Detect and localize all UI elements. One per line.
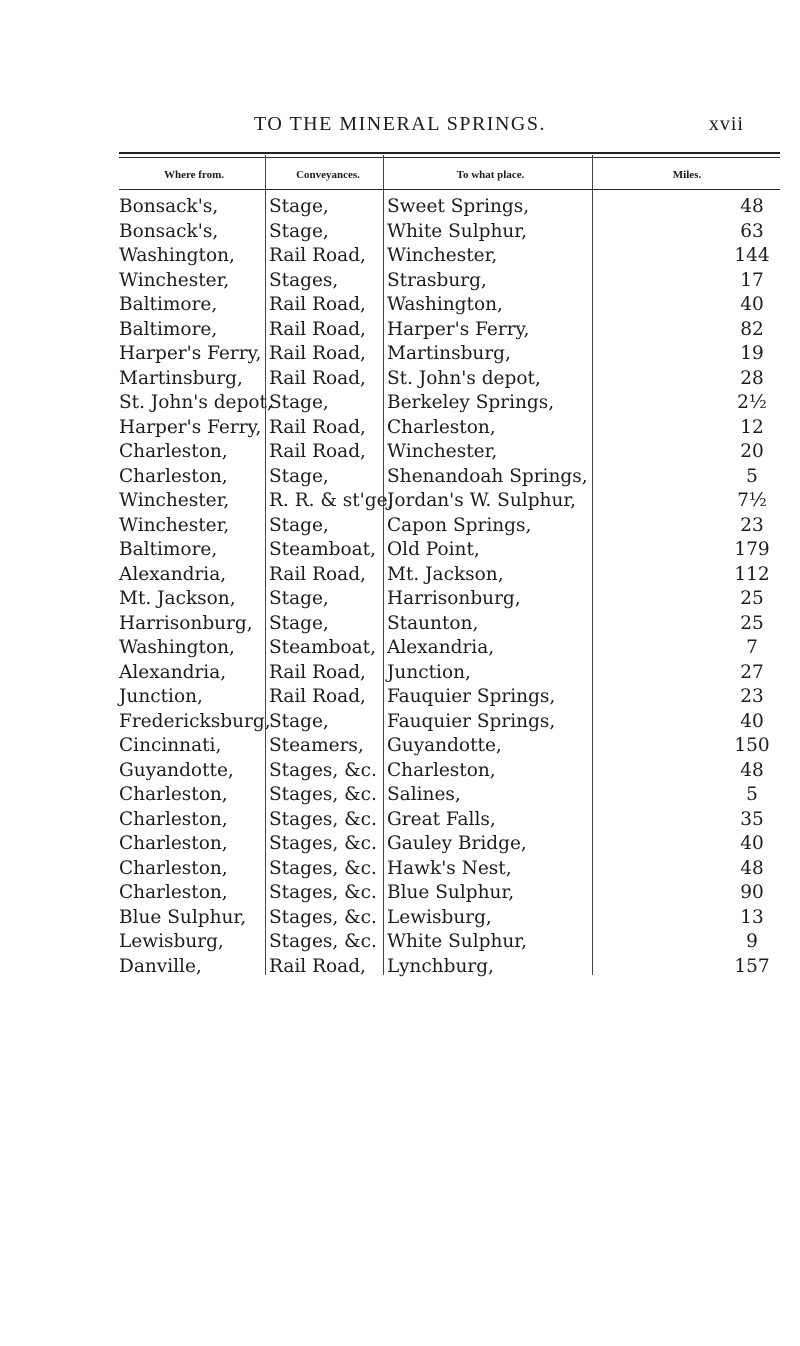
cell-conveyance: R. R. & st'ge, <box>269 490 394 511</box>
header-conveyances: Conveyances. <box>296 169 360 181</box>
cell-to-what-place: White Sulphur, <box>387 220 527 242</box>
table-row <box>119 538 780 563</box>
table-row <box>119 220 780 245</box>
cell-to-what-place: Mt. Jackson, <box>387 563 504 585</box>
table-row <box>119 636 780 661</box>
cell-where-from: Lewisburg, <box>119 931 224 952</box>
cell-conveyance: Rail Road, <box>269 367 366 389</box>
cell-to-what-place: White Sulphur, <box>387 931 527 952</box>
cell-where-from: Baltimore, <box>119 318 218 340</box>
cell-to-what-place: Jordan's W. Sulphur, <box>387 490 577 511</box>
cell-miles-wrap <box>594 367 780 392</box>
cell-to-what-place: Sweet Springs, <box>387 196 530 217</box>
cell-miles: 12 <box>740 416 764 438</box>
cell-to-what-place: Lewisburg, <box>387 906 492 928</box>
cell-to-what-place: Winchester, <box>387 441 498 462</box>
cell-where-from: Washington, <box>119 637 235 658</box>
cell-where-from: Blue Sulphur, <box>119 906 247 928</box>
cell-where-from: Charleston, <box>119 441 228 462</box>
table-row <box>119 832 780 857</box>
table-row <box>119 808 780 833</box>
cell-miles-wrap <box>594 906 780 931</box>
table-row <box>119 440 780 465</box>
cell-miles: 40 <box>740 294 764 315</box>
header-miles: Miles. <box>672 169 702 181</box>
cell-miles-wrap <box>594 391 780 416</box>
table-row <box>119 293 780 318</box>
cell-miles-wrap <box>594 612 780 637</box>
table-row <box>119 759 780 784</box>
cell-miles: 27 <box>740 661 764 683</box>
cell-where-from: Alexandria, <box>119 661 227 683</box>
cell-to-what-place: Hawk's Nest, <box>387 857 512 879</box>
cell-to-what-place: Fauquier Springs, <box>387 710 556 732</box>
cell-miles-wrap <box>594 269 780 294</box>
cell-miles: 17 <box>740 269 764 291</box>
cell-miles-wrap <box>594 244 780 269</box>
cell-conveyance: Rail Road, <box>269 686 366 707</box>
cell-to-what-place: Alexandria, <box>387 637 495 658</box>
cell-miles-wrap <box>594 538 780 563</box>
cell-to-what-place: Harrisonburg, <box>387 588 521 609</box>
table-row <box>119 661 780 686</box>
cell-miles-wrap <box>594 734 780 759</box>
running-title: TO THE MINERAL SPRINGS. <box>254 113 546 135</box>
cell-miles-wrap <box>594 220 780 245</box>
cell-miles: 23 <box>740 686 764 707</box>
cell-conveyance: Rail Road, <box>269 563 366 585</box>
cell-where-from: Danville, <box>119 955 202 977</box>
cell-miles: 23 <box>740 514 764 536</box>
cell-where-from: Baltimore, <box>119 539 218 560</box>
page-number: xvii <box>708 113 744 135</box>
cell-miles: 25 <box>740 588 764 609</box>
cell-where-from: Harper's Ferry, <box>119 416 262 438</box>
cell-miles-wrap <box>594 661 780 686</box>
cell-miles-wrap <box>594 489 780 514</box>
table-row <box>119 465 780 490</box>
cell-where-from: Harper's Ferry, <box>119 343 262 364</box>
cell-miles: 48 <box>740 759 764 781</box>
cell-conveyance: Stages, &c. <box>269 857 377 879</box>
cell-miles-wrap <box>594 857 780 882</box>
table-row <box>119 563 780 588</box>
cell-conveyance: Stages, &c. <box>269 808 377 830</box>
cell-miles: 40 <box>740 710 764 732</box>
cell-miles: 20 <box>740 441 764 462</box>
cell-conveyance: Rail Road, <box>269 955 366 977</box>
cell-to-what-place: Winchester, <box>387 245 498 266</box>
cell-to-what-place: Harper's Ferry, <box>387 318 530 340</box>
cell-where-from: Martinsburg, <box>119 367 243 389</box>
table-row <box>119 244 780 269</box>
table-row <box>119 734 780 759</box>
cell-conveyance: Rail Road, <box>269 661 366 683</box>
cell-miles: 19 <box>740 343 764 364</box>
cell-miles: 28 <box>740 367 764 389</box>
table-row <box>119 514 780 539</box>
cell-miles-wrap <box>594 293 780 318</box>
cell-conveyance: Steamers, <box>269 735 364 756</box>
cell-miles: 179 <box>734 539 770 560</box>
cell-where-from: St. John's depot, <box>119 392 273 413</box>
cell-conveyance: Rail Road, <box>269 441 366 462</box>
cell-conveyance: Stage, <box>269 220 329 242</box>
cell-miles: 2½ <box>737 392 767 413</box>
cell-to-what-place: Great Falls, <box>387 808 496 830</box>
cell-where-from: Fredericksburg, <box>119 710 271 732</box>
cell-conveyance: Rail Road, <box>269 343 366 364</box>
cell-conveyance: Rail Road, <box>269 245 366 266</box>
cell-miles-wrap <box>594 955 780 980</box>
cell-conveyance: Stages, &c. <box>269 784 377 805</box>
cell-miles-wrap <box>594 416 780 441</box>
cell-to-what-place: Charleston, <box>387 416 496 438</box>
cell-miles: 25 <box>740 612 764 634</box>
cell-conveyance: Steamboat, <box>269 637 376 658</box>
cell-where-from: Charleston, <box>119 882 228 903</box>
cell-miles: 5 <box>746 784 758 805</box>
table-row <box>119 391 780 416</box>
cell-miles-wrap <box>594 465 780 490</box>
cell-where-from: Charleston, <box>119 808 228 830</box>
cell-miles-wrap <box>594 636 780 661</box>
cell-where-from: Washington, <box>119 245 235 266</box>
cell-miles: 7 <box>746 637 758 658</box>
cell-miles-wrap <box>594 759 780 784</box>
cell-miles: 112 <box>734 563 770 585</box>
cell-conveyance: Steamboat, <box>269 539 376 560</box>
cell-to-what-place: St. John's depot, <box>387 367 541 389</box>
table-row <box>119 881 780 906</box>
cell-miles: 157 <box>734 955 770 977</box>
table-row <box>119 783 780 808</box>
cell-miles-wrap <box>594 930 780 955</box>
cell-to-what-place: Strasburg, <box>387 269 487 291</box>
cell-conveyance: Stages, &c. <box>269 931 377 952</box>
cell-to-what-place: Gauley Bridge, <box>387 833 527 854</box>
table-body <box>119 195 780 979</box>
cell-conveyance: Stages, &c. <box>269 833 377 854</box>
table-row <box>119 367 780 392</box>
table-row <box>119 906 780 931</box>
cell-where-from: Charleston, <box>119 833 228 854</box>
cell-conveyance: Rail Road, <box>269 294 366 315</box>
cell-to-what-place: Salines, <box>387 784 461 805</box>
cell-miles-wrap <box>594 783 780 808</box>
cell-where-from: Cincinnati, <box>119 735 222 756</box>
cell-conveyance: Stage, <box>269 588 329 609</box>
cell-miles-wrap <box>594 881 780 906</box>
cell-miles-wrap <box>594 318 780 343</box>
table-row <box>119 612 780 637</box>
cell-where-from: Harrisonburg, <box>119 612 253 634</box>
table-row <box>119 318 780 343</box>
cell-to-what-place: Blue Sulphur, <box>387 882 515 903</box>
cell-conveyance: Stages, <box>269 269 339 291</box>
cell-miles-wrap <box>594 514 780 539</box>
cell-miles-wrap <box>594 808 780 833</box>
cell-miles: 90 <box>740 882 764 903</box>
header-to-what-place: To what place. <box>456 169 525 181</box>
cell-conveyance: Stage, <box>269 196 329 217</box>
cell-to-what-place: Staunton, <box>387 612 479 634</box>
cell-where-from: Guyandotte, <box>119 759 234 781</box>
cell-conveyance: Rail Road, <box>269 416 366 438</box>
cell-miles-wrap <box>594 710 780 735</box>
table-row <box>119 489 780 514</box>
cell-where-from: Charleston, <box>119 465 228 487</box>
cell-miles: 48 <box>740 857 764 879</box>
cell-to-what-place: Lynchburg, <box>387 955 494 977</box>
cell-miles: 144 <box>734 245 770 266</box>
cell-miles: 48 <box>740 196 764 217</box>
cell-miles: 13 <box>740 906 764 928</box>
cell-conveyance: Stage, <box>269 710 329 732</box>
table-row <box>119 857 780 882</box>
cell-miles: 7½ <box>737 490 767 511</box>
cell-conveyance: Stage, <box>269 514 329 536</box>
table-row <box>119 416 780 441</box>
table-row <box>119 342 780 367</box>
table-row <box>119 587 780 612</box>
cell-conveyance: Rail Road, <box>269 318 366 340</box>
cell-where-from: Bonsack's, <box>119 220 219 242</box>
cell-miles-wrap <box>594 195 780 220</box>
table-header <box>119 158 780 190</box>
cell-where-from: Charleston, <box>119 784 228 805</box>
cell-to-what-place: Washington, <box>387 294 503 315</box>
cell-where-from: Mt. Jackson, <box>119 588 236 609</box>
cell-to-what-place: Shenandoah Springs, <box>387 465 588 487</box>
cell-miles: 150 <box>734 735 770 756</box>
cell-miles-wrap <box>594 832 780 857</box>
cell-conveyance: Stage, <box>269 392 329 413</box>
cell-miles: 82 <box>740 318 764 340</box>
cell-miles-wrap <box>594 342 780 367</box>
cell-where-from: Alexandria, <box>119 563 227 585</box>
cell-conveyance: Stage, <box>269 465 329 487</box>
cell-miles: 9 <box>746 931 758 952</box>
cell-miles-wrap <box>594 563 780 588</box>
cell-where-from: Winchester, <box>119 269 230 291</box>
cell-miles: 35 <box>740 808 764 830</box>
cell-to-what-place: Charleston, <box>387 759 496 781</box>
cell-miles-wrap <box>594 440 780 465</box>
cell-miles: 63 <box>740 220 764 242</box>
table-row <box>119 685 780 710</box>
cell-where-from: Baltimore, <box>119 294 218 315</box>
cell-to-what-place: Capon Springs, <box>387 514 532 536</box>
header-where-from: Where from. <box>163 169 225 181</box>
cell-to-what-place: Junction, <box>387 661 471 683</box>
table-row <box>119 930 780 955</box>
cell-miles-wrap <box>594 685 780 710</box>
table-row <box>119 710 780 735</box>
cell-where-from: Junction, <box>119 686 203 707</box>
cell-conveyance: Stages, &c. <box>269 882 377 903</box>
cell-to-what-place: Fauquier Springs, <box>387 686 556 707</box>
cell-to-what-place: Guyandotte, <box>387 735 502 756</box>
table-row <box>119 195 780 220</box>
cell-where-from: Winchester, <box>119 514 230 536</box>
cell-conveyance: Stages, &c. <box>269 759 377 781</box>
table-row <box>119 269 780 294</box>
cell-to-what-place: Martinsburg, <box>387 343 511 364</box>
routes-table <box>119 152 780 979</box>
table-top-rule <box>119 152 780 154</box>
table-row <box>119 955 780 980</box>
cell-miles-wrap <box>594 587 780 612</box>
cell-where-from: Bonsack's, <box>119 196 219 217</box>
cell-conveyance: Stage, <box>269 612 329 634</box>
cell-miles: 40 <box>740 833 764 854</box>
cell-to-what-place: Old Point, <box>387 539 480 560</box>
cell-where-from: Charleston, <box>119 857 228 879</box>
cell-conveyance: Stages, &c. <box>269 906 377 928</box>
cell-miles: 5 <box>746 465 758 487</box>
cell-where-from: Winchester, <box>119 490 230 511</box>
cell-to-what-place: Berkeley Springs, <box>387 392 555 413</box>
running-head <box>0 113 800 137</box>
